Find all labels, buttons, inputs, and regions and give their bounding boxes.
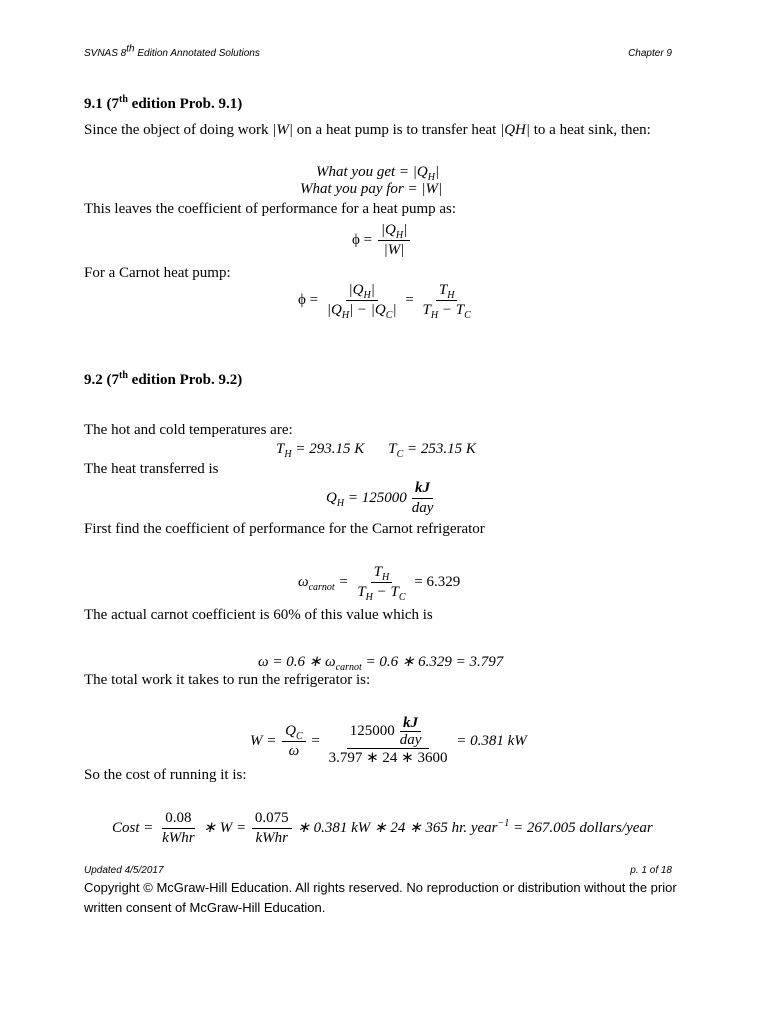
phi-symbol: ϕ = <box>352 231 376 248</box>
omega-a: ω = 0.6 ∗ ω <box>258 654 336 670</box>
w-f2-den: 3.797 ∗ 24 ∗ 3600 <box>328 750 448 766</box>
carnot-frac-2 <box>420 282 474 319</box>
c-num-sub: H <box>363 290 371 301</box>
footer-updated: Updated 4/5/2017 <box>84 865 164 876</box>
h92-b: edition Prob. 9.2) <box>127 372 243 388</box>
qh-unit-frac <box>409 480 437 517</box>
cost-lhs: Cost = <box>112 819 158 836</box>
w-eq: = <box>307 732 324 749</box>
eq-phi-heat-pump <box>352 222 412 259</box>
phi-fraction <box>378 222 410 259</box>
phi-num-close: | <box>403 222 408 238</box>
section-heading-9-1 <box>84 96 242 113</box>
w-f1-den: ω <box>288 743 300 759</box>
c-den2-a: T <box>422 302 431 318</box>
c-den2-b-sub: C <box>464 310 471 321</box>
phi-num-a: |Q <box>380 222 396 238</box>
cost-rest-b: = 267.005 dollars/year <box>509 819 653 836</box>
get-value: |Q <box>412 164 428 180</box>
carnot-frac-1-num <box>346 282 378 301</box>
c-num2: T <box>438 282 448 298</box>
carnot-frac-1-den <box>324 301 400 319</box>
p91-intro <box>84 122 651 139</box>
header-chapter: Chapter 9 <box>628 48 672 59</box>
oc-num-sub: H <box>381 572 390 583</box>
c-den-close: | <box>392 302 397 318</box>
qh-unit-num: kJ <box>412 480 433 499</box>
header-title-sup: th <box>126 43 135 55</box>
w-f2-num <box>347 716 430 749</box>
eq-what-you-get <box>316 164 439 181</box>
p91-intro-w: |W| <box>272 122 294 138</box>
eq-cost <box>112 810 653 847</box>
p92-cost-text: So the cost of running it is: <box>84 767 247 783</box>
p91-intro-a: Since the object of doing work <box>84 122 273 138</box>
w-f2-num-unit <box>397 716 425 747</box>
oc-den-a: T <box>357 584 366 600</box>
pay-label: What you pay for = <box>300 181 422 197</box>
w-f2-unit-den: day <box>399 732 422 748</box>
w-result: = 0.381 kW <box>452 732 527 749</box>
oc-den-a-sub: H <box>365 592 373 603</box>
h91-sup: th <box>119 94 128 105</box>
w-f1-num-sub: C <box>295 731 303 742</box>
eq-omega-actual <box>258 652 503 671</box>
c-den-mid: | − |Q <box>349 302 386 318</box>
c-den2-a-sub: H <box>430 310 439 321</box>
omega-a-rest: = 0.6 ∗ 6.329 = 3.797 <box>361 654 504 670</box>
th: T <box>276 441 285 457</box>
tc-sub: C <box>396 449 404 460</box>
oc-den-b-sub: C <box>398 592 406 603</box>
p92-work-text: The total work it takes to run the refrigerator is: <box>84 672 371 688</box>
footer-copyright-line-1: Copyright © McGraw-Hill Education. All rights reserved. No reproduction or distribution without the prior <box>84 880 677 895</box>
eq-work <box>250 716 527 767</box>
oc-num <box>371 564 393 583</box>
carnot-frac-1 <box>324 282 400 319</box>
cost-rest-a: ∗ 0.381 kW ∗ 24 ∗ 365 hr. year <box>293 819 498 836</box>
carnot-frac-2-num <box>436 282 458 301</box>
p92-cop-text: First find the coefficient of performance for the Carnot refrigerator <box>84 521 485 537</box>
p91-carnot-text: For a Carnot heat pump: <box>84 265 231 281</box>
h92-sup: th <box>119 370 128 381</box>
oc-den-mid: − T <box>372 584 399 600</box>
w-f1-num <box>282 723 306 742</box>
p91-intro-c: to a heat sink, then: <box>530 122 651 138</box>
cost-mid: ∗ W = <box>199 819 250 836</box>
p91-intro-qh: |QH| <box>500 122 530 138</box>
carnot-phi: ϕ = <box>298 291 322 308</box>
w-frac-1 <box>282 723 306 760</box>
w-frac-2 <box>326 716 451 767</box>
cost-f1-num: 0.08 <box>162 810 194 829</box>
phi-num-sub: H <box>395 230 404 241</box>
cost-frac-1 <box>159 810 198 847</box>
eq-what-you-pay <box>300 181 442 198</box>
get-sub: H <box>427 172 435 183</box>
c-den-b-sub: C <box>385 310 393 321</box>
phi-num <box>378 222 410 241</box>
c-den2-mid: − T <box>438 302 465 318</box>
oc-result: = 6.329 <box>410 573 461 590</box>
header-title-a: SVNAS 8 <box>84 48 127 59</box>
h91-a: 9.1 (7 <box>84 96 119 112</box>
section-heading-9-2 <box>84 372 242 389</box>
qh-unit-den: day <box>411 500 434 516</box>
omega-a-sub: carnot <box>335 662 362 673</box>
w-f2-num-a: 125000 <box>349 722 395 739</box>
th-val: = 293.15 K <box>291 441 365 457</box>
omega-c-eq: = <box>334 573 353 590</box>
h91-b: edition Prob. 9.1) <box>127 96 243 112</box>
c-num-close: | <box>370 282 375 298</box>
tc-val: = 253.15 K <box>403 441 476 457</box>
w-f2-unit-num: kJ <box>400 716 421 732</box>
qh-val: = 125000 <box>344 489 407 506</box>
eq-omega-carnot <box>298 564 460 601</box>
carnot-frac-2-den <box>420 301 474 319</box>
p92-heat-text: The heat transferred is <box>84 461 219 477</box>
get-close: | <box>434 164 440 180</box>
qh-sub: H <box>336 497 345 509</box>
oc-num-a: T <box>373 564 382 580</box>
footer-page-number: p. 1 of 18 <box>630 865 672 876</box>
p91-leaves-text: This leaves the coefficient of performance for a heat pump as: <box>84 201 457 217</box>
cost-frac-2 <box>252 810 292 847</box>
th-sub: H <box>284 449 292 460</box>
omega-c-sub: carnot <box>308 581 335 593</box>
eq-temperatures <box>276 441 476 458</box>
w-f1-num-a: Q <box>285 723 296 739</box>
eq-carnot-heat-pump <box>298 282 476 319</box>
cost-f2-den: kWhr <box>255 830 288 846</box>
cost-rest-sup: −1 <box>497 817 510 829</box>
cost-f1-den: kWhr <box>162 830 195 846</box>
p92-actual-text: The actual carnot coefficient is 60% of this value which is <box>84 607 433 623</box>
oc-den <box>354 583 408 601</box>
header-title-b: Edition Annotated Solutions <box>134 48 260 59</box>
h92-a: 9.2 (7 <box>84 372 119 388</box>
eq-heat-transferred <box>326 480 438 517</box>
c-num2-sub: H <box>447 290 455 301</box>
p92-temps-text: The hot and cold temperatures are: <box>84 422 293 438</box>
phi-den: |W| <box>383 242 405 258</box>
cost-f2-num: 0.075 <box>252 810 292 829</box>
c-den-a: |Q <box>326 302 342 318</box>
c-den-a-sub: H <box>341 310 350 321</box>
p91-intro-b: on a heat pump is to transfer heat <box>293 122 501 138</box>
tc: T <box>388 441 397 457</box>
get-label: What you get = <box>316 164 413 180</box>
c-num-a: |Q <box>348 282 364 298</box>
qh: Q <box>326 489 337 506</box>
pay-value: |W| <box>421 181 443 197</box>
omega-c: ω <box>298 573 309 590</box>
carnot-eq: = <box>401 291 418 308</box>
footer-copyright-line-2: written consent of McGraw-Hill Education. <box>84 900 326 915</box>
header-title <box>84 43 260 59</box>
omega-c-frac <box>354 564 408 601</box>
w-lhs: W = <box>250 732 281 749</box>
